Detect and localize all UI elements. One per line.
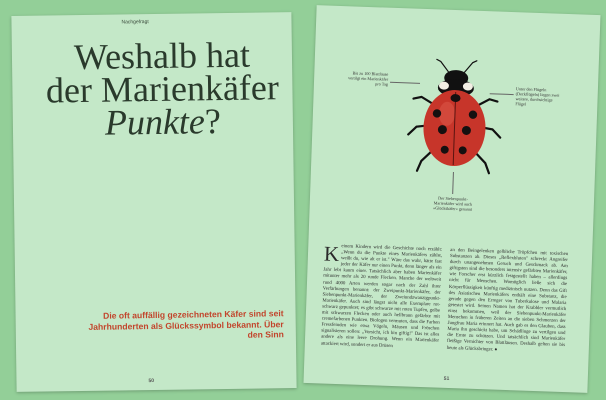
drop-cap: K — [323, 241, 340, 267]
headline-question-mark: ? — [204, 101, 222, 142]
headline-italic-word: Punkte — [104, 101, 206, 143]
page-number-left: 50 — [148, 378, 155, 385]
left-page — [11, 12, 296, 392]
body-column-1-text: einem Kindern wird die Geschichte noch erzählt: „Wenn du die Punkte eines Marienkäfers zählst, weißt du, wie alt er ist." Wäre das wahr, hätte fast jeder der Käfer nur einen Punkt, denn länger als ein Jahr lebt kaum einer. Tatsächlich aber haben Marienkäfer mitunter mehr als 20 runde Flecken. Manche der weltweit rund 4000 Arten werden sogar nach der Zahl ihrer Verfärbungen benannt: der Zweipunkt-Marienkäfer, der Siebenpunkt-Marienkäfer, der Zweiundzwanzigpunkt-Marienkäfer. Auch sind längst nicht alle Exemplare rot-schwarz gepunktet; es gibt schwarze mit roten Tupfen, gelbe mit schwarzen Flecken oder auch hellbraun gefärbte mit cremefarbenen Punkten. Biologen vermuten, dass die Farben Fressfeinden wie etwa Vögeln, Mäusen und Fröschen signalisieren sollen: „Vorsicht, ich bin giftig!" Das ist alles andere als eine leere Drohung. Wenn ein Marienkäfer attackiert wird, sondert er aus Drüsen — [320, 244, 443, 349]
caption-aphids: Bis zu 100 Blattläuse vertilgt ein Marienkäfer pro Tag — [348, 70, 389, 87]
headline-line-2: der Marienkäfer — [45, 67, 280, 111]
body-column-2: an den Beingelenken gelbliche Tröpfchen mit toxischen Substanzen ab. Dieses „Reflexbluten" schreckt Angreifer durch unangenehmen Geruch und Geschmack ab. Am giftigsten sind die besonders intensiv gefärbten Marienkäfer, wie Forscher erst kürzlich festgestellt haben – allerdings nicht für Menschen. Womöglich ließe sich die Körperflüssigkeit künftig medizinisch nutzen. Denn das Gift des Asiatischen Marienkäfers enthält eine Substanz, die gerade gegen den Erreger von Tuberkulose und Malaria getestet wird. Seinen Namen hat der Krabbler vermutlich einst bekommen, weil der Siebenpunkt-Marienkäfer Menschen in früheren Zeiten an die sieben Schmerzen der Jungfrau Maria erinnert hat. Auch gab es den Glauben, dass Maria ihn geschickt habe, um Schädlinge zu vertilgen und die Ernte zu schützen. Und tatsächlich sind Marienkäfer fleißige Vernichter von Blattläusen. Deshalb gelten sie bis heute als Glücksbringer. ● — [446, 247, 569, 353]
body-column-1 — [320, 241, 443, 352]
right-page — [303, 5, 600, 393]
caption-wings: Unter den Flügeln (Deckflügeln) liegen zwei weitere, durchsichtige Flügel — [515, 86, 560, 107]
ladybug-image — [397, 56, 513, 178]
lead-paragraph: Die oft auffällig gezeichneten Käfer sind seit Jahrhunderten als Glückssymbol bekannt. Über den Sinn — [88, 308, 284, 340]
section-kicker: Nachgefragt — [121, 19, 149, 26]
caption-seven-spot: Der Siebenpunkt-Marienkäfer wird auch »Glückskäfer« genannt — [433, 195, 473, 212]
page-number-right: 51 — [443, 375, 450, 383]
headline-line-1: Weshalb hat — [73, 34, 251, 78]
headline — [42, 34, 283, 143]
